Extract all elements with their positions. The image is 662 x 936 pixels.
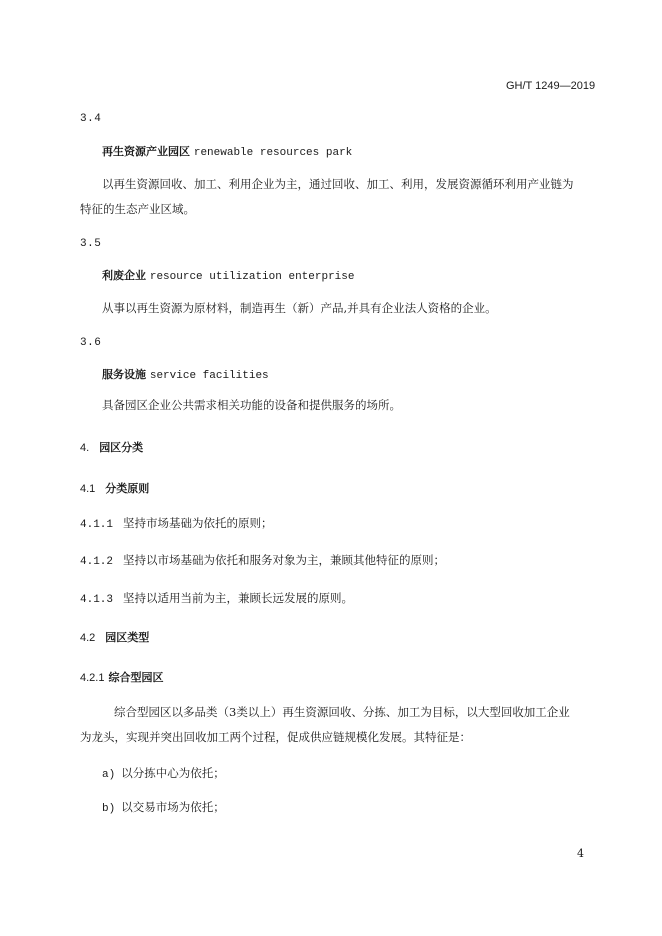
subsection-heading <box>80 629 149 645</box>
clause-number: 4.1.2 <box>80 556 114 568</box>
term-heading <box>102 366 269 382</box>
clause-text: 坚持以市场基础为依托和服务对象为主，兼顾其他特征的原则； <box>123 553 446 567</box>
document-code: GH/T 1249—2019 <box>506 80 596 92</box>
term-chinese: 利废企业 <box>102 269 146 282</box>
clause-text: 坚持以适用当前为主，兼顾长远发展的原则。 <box>123 591 354 605</box>
section-number: 4. <box>80 442 90 454</box>
subsection-title: 园区类型 <box>105 631 150 644</box>
body-paragraph: 综合型园区以多品类（3类以上）再生资源回收、分拣、加工为目标，以大型回收加工企业为龙头，实现并突出回收加工两个过程，促成供应链规模化发展。其特征是： <box>80 705 570 744</box>
term-definition: 从事以再生资源为原材料，制造再生（新）产品,并具有企业法人资格的企业。 <box>102 301 497 315</box>
subsubsection-number: 4.2.1 <box>80 672 105 684</box>
list-text: 以分拣中心为依托； <box>121 766 225 780</box>
list-text: 以交易市场为依托； <box>121 800 225 814</box>
term-heading <box>102 143 352 159</box>
clause <box>80 552 445 568</box>
term-english: service facilities <box>149 370 269 382</box>
subsubsection-heading <box>80 669 163 685</box>
list-marker: a) <box>102 769 116 781</box>
clause <box>80 515 273 531</box>
list-item <box>102 765 225 781</box>
term-english: renewable resources park <box>193 147 353 159</box>
term-chinese: 再生资源产业园区 <box>102 145 190 158</box>
clause-number: 4.1.1 <box>80 519 114 531</box>
subsection-heading <box>80 480 149 496</box>
term-number: 3.4 <box>80 113 102 125</box>
section-title: 园区分类 <box>99 441 144 454</box>
term-english: resource utilization enterprise <box>149 271 355 283</box>
term-definition: 以再生资源回收、加工、利用企业为主，通过回收、加工、利用，发展资源循环利用产业链为特征的生态产业区域。 <box>80 177 574 216</box>
subsection-number: 4.2 <box>80 632 96 644</box>
section-heading <box>80 439 143 455</box>
clause <box>80 590 353 606</box>
list-item <box>102 799 225 815</box>
term-number: 3.5 <box>80 238 102 250</box>
page-number: 4 <box>577 847 584 860</box>
term-chinese: 服务设施 <box>102 368 146 381</box>
subsubsection-title: 综合型园区 <box>108 671 164 684</box>
list-marker: b) <box>102 803 116 815</box>
subsection-title: 分类原则 <box>105 482 150 495</box>
subsection-number: 4.1 <box>80 483 96 495</box>
term-number: 3.6 <box>80 337 102 349</box>
clause-number: 4.1.3 <box>80 594 114 606</box>
term-heading <box>102 267 354 283</box>
term-definition: 具备园区企业公共需求相关功能的设备和提供服务的场所。 <box>102 398 401 412</box>
clause-text: 坚持市场基础为依托的原则； <box>123 516 273 530</box>
